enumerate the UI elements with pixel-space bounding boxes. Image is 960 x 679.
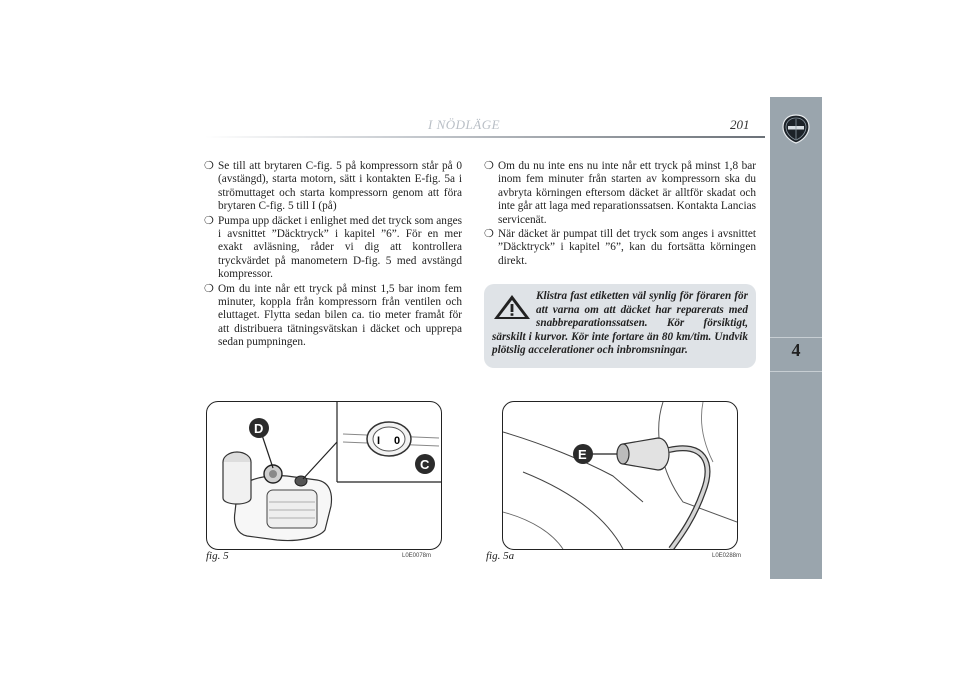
bullet-icon: ❍: [484, 228, 494, 241]
list-item-text: Se till att brytaren C-fig. 5 på kompressorn står på 0 (avstängd), starta motorn, sätt i kontakten E-fig. 5a i strömuttaget och starta kompressorn genom att föra brytaren C-fig. 5 till I (på): [218, 160, 462, 213]
list-item-text: När däcket är pumpat till det tryck som anges i avsnittet ”Däcktryck” i kapitel ”6”, kan du fortsätta körningen direkt.: [498, 228, 756, 267]
tab-separator: [770, 371, 822, 372]
figure-caption: fig. 5a: [486, 550, 515, 562]
chapter-tab: [770, 97, 822, 579]
power-socket-illustration: [503, 402, 737, 549]
right-text-column: [484, 160, 756, 269]
left-text-column: [204, 160, 462, 351]
list-item: [204, 283, 462, 350]
list-item: [484, 160, 756, 227]
bullet-icon: ❍: [204, 282, 214, 295]
chapter-number: 4: [791, 340, 801, 360]
tab-separator: [770, 337, 822, 338]
bullet-icon: ❍: [204, 160, 214, 172]
callout-d-label: D: [254, 421, 264, 436]
compressor-illustration: [207, 402, 441, 549]
bullet-icon: ❍: [204, 214, 214, 227]
figure-power-socket: [502, 401, 738, 550]
figure-code: L0E0288m: [712, 553, 742, 559]
list-item-text: Om du nu inte ens nu inte når ett tryck på minst 1,8 bar inom fem minuter från starten av kompressorn ska du avbryta körningen eftersom däcket är alltför skadat och inte går att laga med reparationssatsen. Kontakta Lancias servicenät.: [498, 160, 756, 226]
list-item: [484, 228, 756, 268]
lancia-logo-icon: [782, 114, 810, 144]
warning-triangle-icon: [492, 294, 532, 320]
callout-e-label: E: [578, 447, 587, 462]
switch-on-label: I: [377, 435, 381, 447]
page-number: 201: [730, 117, 750, 132]
header-divider: [205, 136, 765, 138]
list-item: [204, 160, 462, 214]
list-item-text: Pumpa upp däcket i enlighet med det tryck som anges i avsnittet ”Däcktryck” i kapitel ”6”. För en mer exakt avläsning, råder vi dig att kontrollera tryckvärdet på manometern D-fig. 5 med avstängd kompressor.: [218, 214, 462, 281]
list-item-text: Om du inte når ett tryck på minst 1,5 bar inom fem minuter, koppla från kompressorn från ventilen och eluttaget. Flytta sedan bilen ca. tio meter framåt för att distribuera tätningsvätskan i däcket och upprepa sedan pumpningen.: [218, 282, 462, 349]
figure-compressor: [206, 401, 442, 550]
warning-box: [484, 284, 756, 368]
figure-caption: fig. 5: [206, 550, 229, 562]
list-item: [204, 215, 462, 282]
figure-code: L0E0078m: [402, 553, 432, 559]
bullet-icon: ❍: [484, 160, 494, 172]
callout-c-label: C: [420, 457, 430, 472]
section-title: I NÖDLÄGE: [428, 117, 501, 132]
warning-text: Klistra fast etiketten väl synlig för föraren för att varna om att däcket har reparerats med snabbreparationssatsen. Kör försiktigt, särskilt i kurvor. Kör inte fortare än 80 km/tim. Undvik plötslig accelerationer och inbromsningar.: [492, 290, 748, 356]
switch-off-label: 0: [394, 435, 401, 447]
